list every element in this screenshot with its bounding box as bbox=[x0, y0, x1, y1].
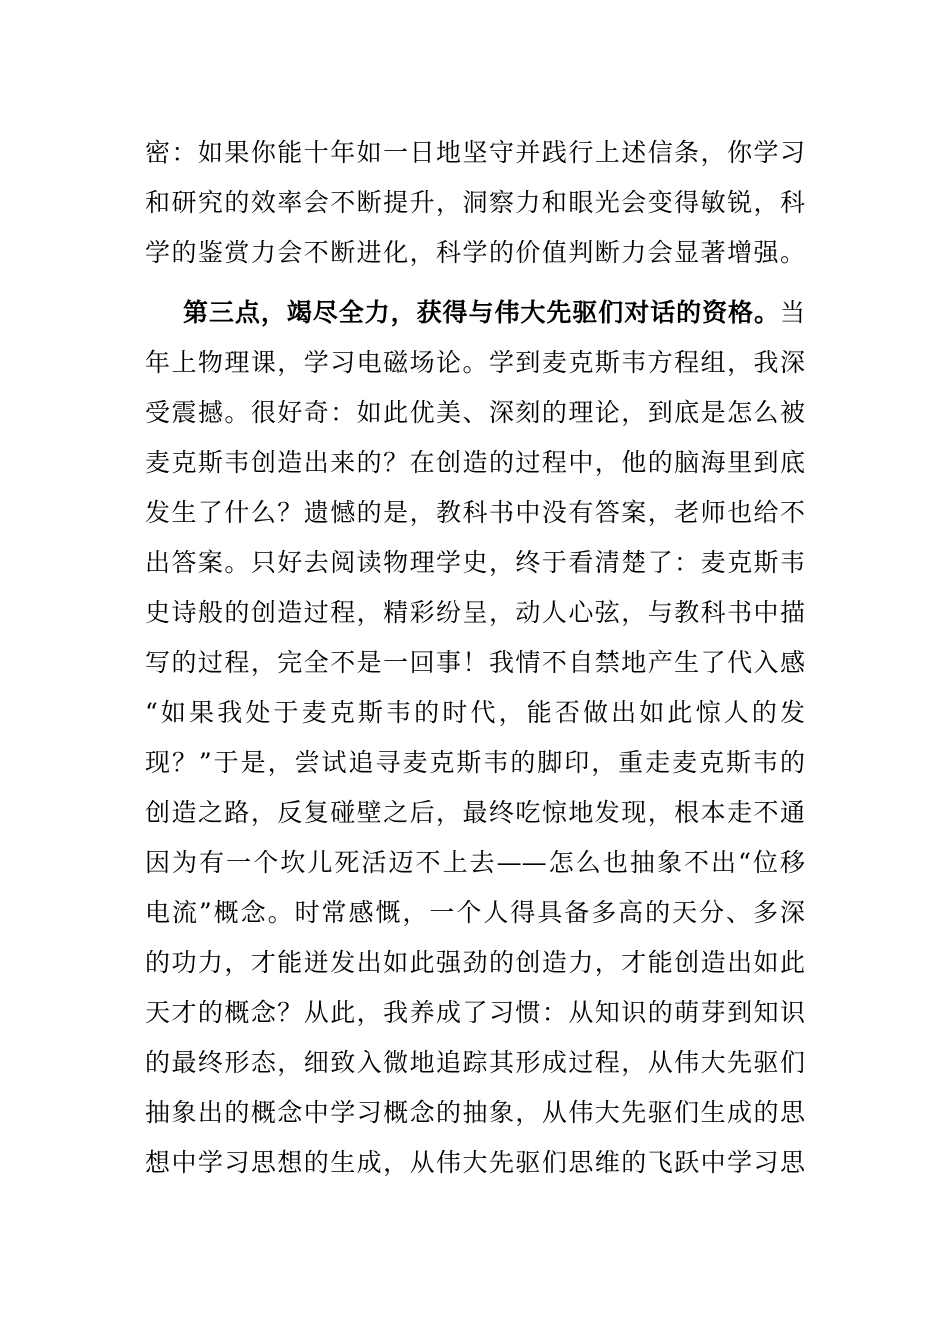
text-line: 现？”于是，尝试追寻麦克斯韦的脚印，重走麦克斯韦的 bbox=[145, 748, 805, 777]
text-line: 和研究的效率会不断提升，洞察力和眼光会变得敏锐，科 bbox=[145, 188, 805, 217]
text-line: 密：如果你能十年如一日地坚守并践行上述信条，你学习 bbox=[145, 138, 805, 167]
text-line: 的最终形态，细致入微地追踪其形成过程，从伟大先驱们 bbox=[145, 1048, 805, 1077]
text-line: 抽象出的概念中学习概念的抽象，从伟大先驱们生成的思 bbox=[145, 1098, 805, 1127]
text-line: 发生了什么？遗憾的是，教科书中没有答案，老师也给不 bbox=[145, 498, 805, 527]
text-line: 创造之路，反复碰壁之后，最终吃惊地发现，根本走不通 bbox=[145, 798, 805, 827]
text-line: 受震撼。很好奇：如此优美、深刻的理论，到底是怎么被 bbox=[145, 398, 805, 427]
text-line: 史诗般的创造过程，精彩纷呈，动人心弦，与教科书中描 bbox=[145, 598, 805, 627]
section-heading: 第三点，竭尽全力，获得与伟大先驱们对话的资格。 bbox=[183, 298, 780, 327]
text-line: 电流”概念。时常感慨，一个人得具备多高的天分、多深 bbox=[145, 898, 805, 927]
text-line: 学的鉴赏力会不断进化，科学的价值判断力会显著增强。 bbox=[145, 238, 805, 267]
text-line: 麦克斯韦创造出来的？在创造的过程中，他的脑海里到底 bbox=[145, 448, 805, 477]
text-line: 出答案。只好去阅读物理学史，终于看清楚了：麦克斯韦 bbox=[145, 548, 805, 577]
text-line: 年上物理课，学习电磁场论。学到麦克斯韦方程组，我深 bbox=[145, 348, 805, 377]
text-line: 想中学习思想的生成，从伟大先驱们思维的飞跃中学习思 bbox=[145, 1148, 805, 1177]
text-line: 写的过程，完全不是一回事！我情不自禁地产生了代入感 bbox=[145, 648, 805, 677]
text-line: 的功力，才能迸发出如此强劲的创造力，才能创造出如此 bbox=[145, 948, 805, 977]
text-line: “如果我处于麦克斯韦的时代，能否做出如此惊人的发 bbox=[145, 698, 805, 727]
text-line: 因为有一个坎儿死活迈不上去——怎么也抽象不出“位移 bbox=[145, 848, 805, 877]
text-line: 天才的概念？从此，我养成了习惯：从知识的萌芽到知识 bbox=[145, 998, 805, 1027]
paragraph-first-line bbox=[183, 298, 805, 328]
text-fragment: 当 bbox=[779, 298, 805, 327]
